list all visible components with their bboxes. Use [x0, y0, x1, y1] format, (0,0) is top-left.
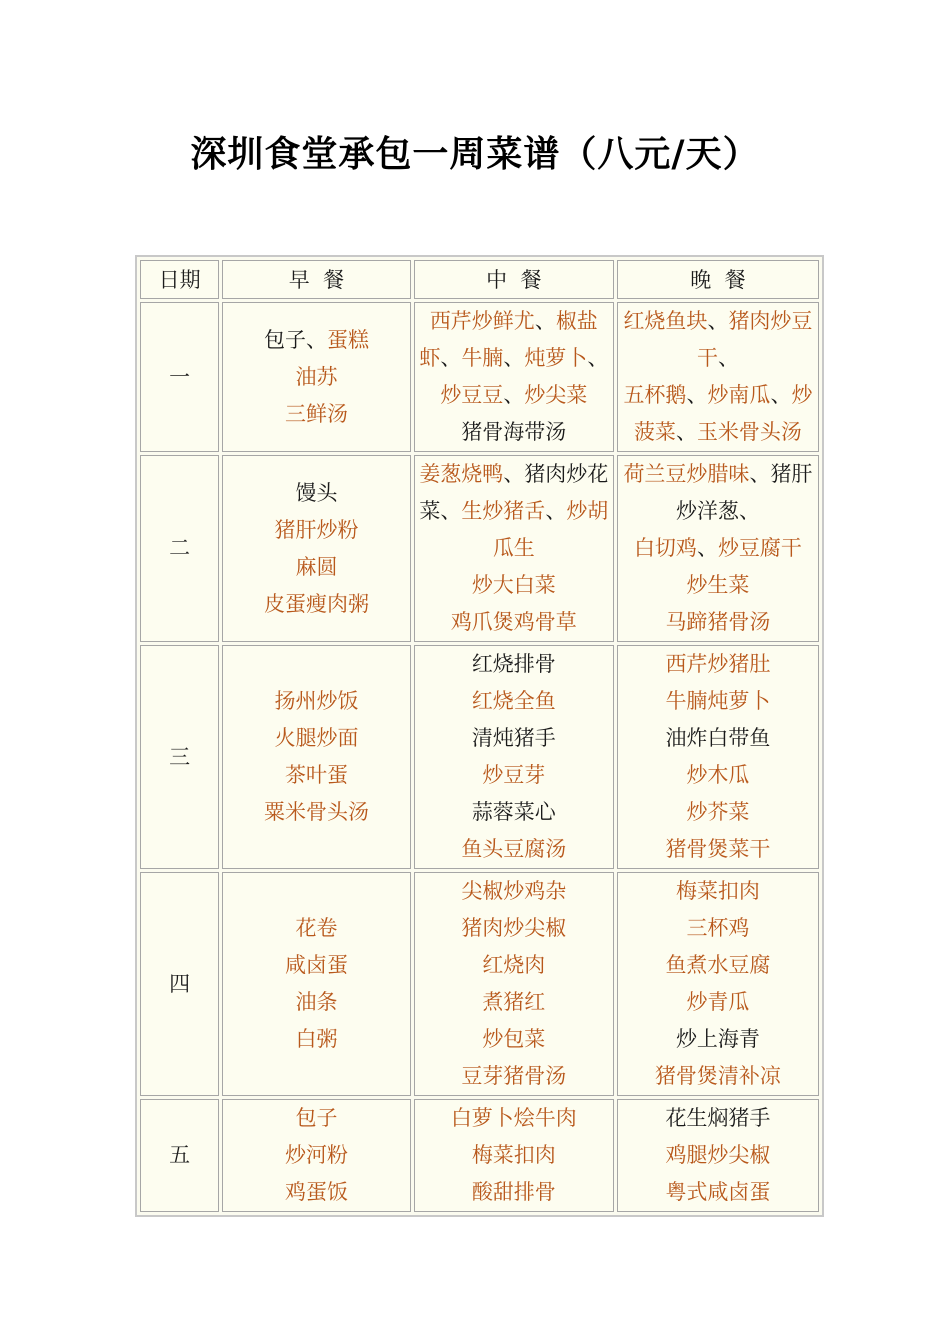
header-lunch: 中 餐: [414, 260, 614, 299]
dish-line: [417, 414, 611, 451]
dish-name: 酸甜排骨: [471, 1180, 556, 1204]
dish-name: 油炸白带鱼: [665, 726, 771, 750]
day-cell: 三: [140, 645, 219, 869]
lunch-cell: [414, 872, 614, 1096]
lunch-cell: [414, 455, 614, 642]
dish-name: 椒盐虾: [419, 309, 598, 370]
dish-line: [225, 683, 408, 720]
dish-name: 炒菠菜: [633, 383, 813, 444]
dish-name: 清炖猪手: [471, 726, 556, 750]
dish-name: 油条: [295, 990, 338, 1014]
dish-line: [417, 567, 611, 604]
dish-name: 炒上海青: [675, 1027, 760, 1051]
header-breakfast: 早 餐: [222, 260, 411, 299]
dish-line: [620, 794, 816, 831]
dish-name: 粟米骨头汤: [263, 800, 369, 824]
dinner-cell: [617, 645, 819, 869]
dish-line: [225, 549, 408, 586]
dish-name: 牛腩: [461, 346, 504, 370]
weekly-menu-table: [135, 255, 824, 1217]
dish-line: [620, 303, 816, 377]
separator: 、: [545, 499, 567, 523]
table-header-row: [140, 260, 819, 299]
dish-name: 蛋糕: [326, 327, 369, 352]
header-dinner: 晚 餐: [617, 260, 819, 299]
dish-name: 花生焖猪手: [665, 1106, 771, 1130]
table-row: [140, 872, 819, 1096]
dish-line: [620, 1100, 816, 1137]
dish-line: [417, 604, 611, 641]
dish-name: 红烧鱼块: [623, 309, 708, 333]
dish-name: 牛腩炖萝卜: [665, 689, 771, 713]
dish-line: [225, 947, 408, 984]
dish-name: 炒胡瓜生: [492, 499, 609, 560]
dish-line: [417, 1021, 611, 1058]
dish-name: 火腿炒面: [274, 726, 359, 750]
dish-line: [620, 530, 816, 567]
separator: 、: [503, 462, 525, 486]
dish-line: [225, 910, 408, 947]
dish-name: 红烧全鱼: [471, 689, 556, 713]
dish-name: 炒大白菜: [471, 573, 556, 597]
dish-name: 馒头: [295, 480, 338, 505]
dish-line: [620, 683, 816, 720]
page-title: 深圳食堂承包一周菜谱（八元/天）: [190, 133, 760, 175]
dish-name: 炒豆豆: [440, 383, 504, 407]
table-row: [140, 455, 819, 642]
dish-name: 尖椒炒鸡杂: [461, 879, 567, 903]
dish-line: [225, 794, 408, 831]
dish-line: [225, 757, 408, 794]
dinner-cell: [617, 302, 819, 452]
dish-name: 荷兰豆炒腊味: [623, 462, 750, 486]
dish-name: 炒豆腐干: [717, 536, 802, 560]
dish-name: 鸡腿炒尖椒: [665, 1143, 771, 1167]
separator: 、: [686, 383, 708, 407]
dish-name: 花卷: [295, 916, 338, 940]
lunch-cell: [414, 302, 614, 452]
dish-line: [225, 475, 408, 512]
dish-name: 炒河粉: [284, 1143, 348, 1167]
day-cell: 二: [140, 455, 219, 642]
dish-name: 猪肉炒尖椒: [461, 916, 567, 940]
dish-line: [225, 1021, 408, 1058]
separator: 、: [738, 499, 760, 523]
dish-name: 白切鸡: [633, 536, 697, 560]
dish-line: [417, 831, 611, 868]
dish-line: [417, 1058, 611, 1095]
dish-name: 红烧排骨: [471, 652, 556, 676]
breakfast-cell: [222, 872, 411, 1096]
day-cell: 四: [140, 872, 219, 1096]
dish-line: [620, 984, 816, 1021]
dish-line: [620, 567, 816, 604]
dish-name: 马蹄猪骨汤: [665, 610, 771, 634]
table-row: [140, 1099, 819, 1212]
dish-name: 煮猪红: [482, 990, 546, 1014]
separator: 、: [534, 309, 556, 333]
dish-name: 皮蛋瘦肉粥: [263, 591, 369, 616]
dish-line: [225, 984, 408, 1021]
dish-name: 炒青瓜: [686, 990, 750, 1014]
dish-line: [225, 322, 408, 359]
dish-line: [620, 1174, 816, 1211]
dish-line: [417, 794, 611, 831]
dinner-cell: [617, 455, 819, 642]
dish-name: 炒生菜: [686, 573, 750, 597]
dish-name: 蒜蓉菜心: [471, 800, 556, 824]
dish-name: 鸡蛋饭: [284, 1180, 348, 1204]
dish-line: [225, 720, 408, 757]
dinner-cell: [617, 1099, 819, 1212]
dish-line: [417, 757, 611, 794]
separator: 、: [503, 383, 525, 407]
dish-name: 炒芥菜: [686, 800, 750, 824]
lunch-cell: [414, 1099, 614, 1212]
separator: 、: [707, 309, 729, 333]
dish-line: [620, 377, 816, 451]
dish-name: 炒木瓜: [686, 763, 750, 787]
dish-line: [417, 984, 611, 1021]
dish-line: [620, 910, 816, 947]
dish-line: [620, 831, 816, 868]
dish-name: 姜葱烧鸭: [419, 462, 504, 486]
dish-line: [417, 873, 611, 910]
dish-line: [225, 586, 408, 623]
dish-line: [620, 873, 816, 910]
dish-name: 猪骨煲菜干: [665, 837, 771, 861]
dish-line: [620, 1137, 816, 1174]
breakfast-cell: [222, 455, 411, 642]
separator: 、: [675, 420, 697, 444]
dish-name: 三鲜汤: [284, 401, 348, 426]
dish-name: 包子: [295, 1106, 338, 1130]
dish-name: 鱼头豆腐汤: [461, 837, 567, 861]
day-cell: 五: [140, 1099, 219, 1212]
dish-name: 梅菜扣肉: [675, 879, 760, 903]
dish-line: [225, 1137, 408, 1174]
dish-line: [225, 359, 408, 396]
dish-name: 梅菜扣肉: [471, 1143, 556, 1167]
dish-line: [620, 1021, 816, 1058]
dish-name: 三杯鸡: [686, 916, 750, 940]
dish-name: 西芹炒猪肚: [665, 652, 771, 676]
dish-line: [225, 396, 408, 433]
dish-name: 白萝卜烩牛肉: [450, 1106, 577, 1130]
dish-name: 包子: [263, 327, 306, 352]
separator: 、: [717, 346, 739, 370]
dish-line: [620, 646, 816, 683]
table-row: [140, 302, 819, 452]
dish-name: 炒尖菜: [524, 383, 588, 407]
dish-line: [225, 512, 408, 549]
breakfast-cell: [222, 645, 411, 869]
dish-name: 炒包菜: [482, 1027, 546, 1051]
lunch-cell: [414, 645, 614, 869]
dish-name: 玉米骨头汤: [696, 420, 802, 444]
dish-line: [417, 910, 611, 947]
dish-line: [225, 1100, 408, 1137]
separator: 、: [696, 536, 718, 560]
dish-line: [417, 303, 611, 414]
dish-name: 扬州炒饭: [274, 689, 359, 713]
dish-name: 粤式咸卤蛋: [665, 1180, 771, 1204]
dish-name: 生炒猪舌: [461, 499, 546, 523]
separator: 、: [749, 462, 771, 486]
dish-name: 红烧肉: [482, 953, 546, 977]
dish-name: 猪骨海带汤: [461, 420, 567, 444]
dish-name: 白粥: [295, 1027, 338, 1051]
dish-name: 猪肉炒花菜: [419, 462, 609, 523]
dish-name: 猪骨煲清补凉: [654, 1064, 781, 1088]
dish-name: 炒南瓜: [707, 383, 771, 407]
dish-name: 油苏: [295, 364, 338, 389]
separator: 、: [305, 327, 327, 352]
header-day: 日期: [140, 260, 219, 299]
dish-line: [417, 1100, 611, 1137]
dish-name: 麻圆: [295, 554, 338, 579]
breakfast-cell: [222, 1099, 411, 1212]
dish-line: [620, 456, 816, 530]
dish-name: 鸡爪煲鸡骨草: [450, 610, 577, 634]
separator: 、: [587, 346, 609, 370]
separator: 、: [440, 346, 462, 370]
dish-line: [417, 646, 611, 683]
dish-name: 猪肝炒洋葱: [675, 462, 813, 523]
dish-name: 西芹炒鲜尤: [429, 309, 535, 333]
dish-name: 猪肉炒豆干: [696, 309, 813, 370]
dish-name: 豆芽猪骨汤: [461, 1064, 567, 1088]
dish-line: [417, 947, 611, 984]
dish-name: 茶叶蛋: [284, 763, 348, 787]
dish-line: [620, 1058, 816, 1095]
separator: 、: [503, 346, 525, 370]
breakfast-cell: [222, 302, 411, 452]
dish-line: [417, 683, 611, 720]
dish-name: 五杯鹅: [623, 383, 687, 407]
dish-line: [225, 1174, 408, 1211]
dinner-cell: [617, 872, 819, 1096]
dish-name: 咸卤蛋: [284, 953, 348, 977]
dish-line: [417, 720, 611, 757]
dish-line: [417, 1137, 611, 1174]
day-cell: 一: [140, 302, 219, 452]
dish-name: 猪肝炒粉: [274, 517, 359, 542]
dish-name: 炖萝卜: [524, 346, 588, 370]
separator: 、: [440, 499, 462, 523]
dish-line: [620, 947, 816, 984]
dish-name: 炒豆芽: [482, 763, 546, 787]
dish-line: [620, 604, 816, 641]
separator: 、: [770, 383, 792, 407]
table-row: [140, 645, 819, 869]
dish-line: [620, 757, 816, 794]
dish-line: [417, 1174, 611, 1211]
dish-name: 鱼煮水豆腐: [665, 953, 771, 977]
dish-line: [620, 720, 816, 757]
dish-line: [417, 456, 611, 567]
